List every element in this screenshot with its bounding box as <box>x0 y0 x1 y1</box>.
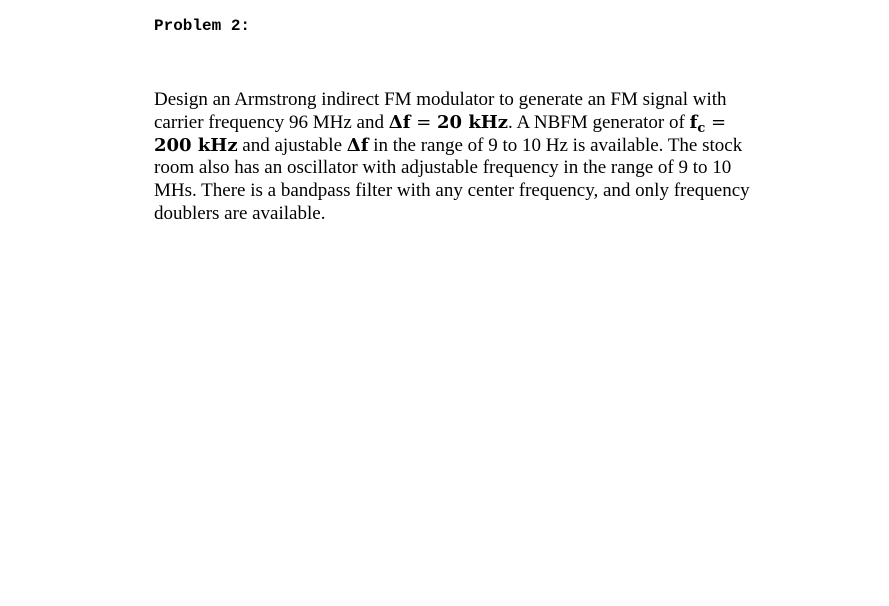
delta-f-symbol-2: Δf <box>346 134 369 156</box>
carrier-frequency-letter: f <box>689 111 698 133</box>
delta-f-symbol: Δf <box>388 111 411 133</box>
equals-sign: = <box>410 111 437 133</box>
problem-line-1: Design an Armstrong indirect FM modulator to generate an FM signal with <box>154 89 727 110</box>
carrier-frequency-symbol <box>689 111 706 136</box>
problem-line-3 <box>154 135 794 158</box>
problem-heading: Problem 2: <box>154 17 251 35</box>
carrier-frequency-subscript: c <box>697 120 706 136</box>
problem-line-4: room also has an oscillator with adjustable frequency in the range of 9 to 10 <box>154 157 732 179</box>
line-2-text-b: . A NBFM generator of <box>508 111 690 133</box>
line-3-text-b: in the range of 9 to 10 Hz is available. The stock <box>368 134 743 156</box>
problem-statement <box>154 89 794 226</box>
equals-sign-2: = <box>705 111 727 133</box>
line-2-text-a: carrier frequency 96 MHz and <box>154 111 389 133</box>
problem-line-6: doublers are available. <box>154 202 326 224</box>
carrier-frequency-value: 200 kHz <box>154 134 238 156</box>
delta-f-value: 20 kHz <box>437 111 509 133</box>
problem-line-5: MHs. There is a bandpass filter with any center frequency, and only frequency <box>154 180 750 202</box>
problem-line-2 <box>154 112 794 135</box>
line-3-text-a: and ajustable <box>237 134 347 156</box>
